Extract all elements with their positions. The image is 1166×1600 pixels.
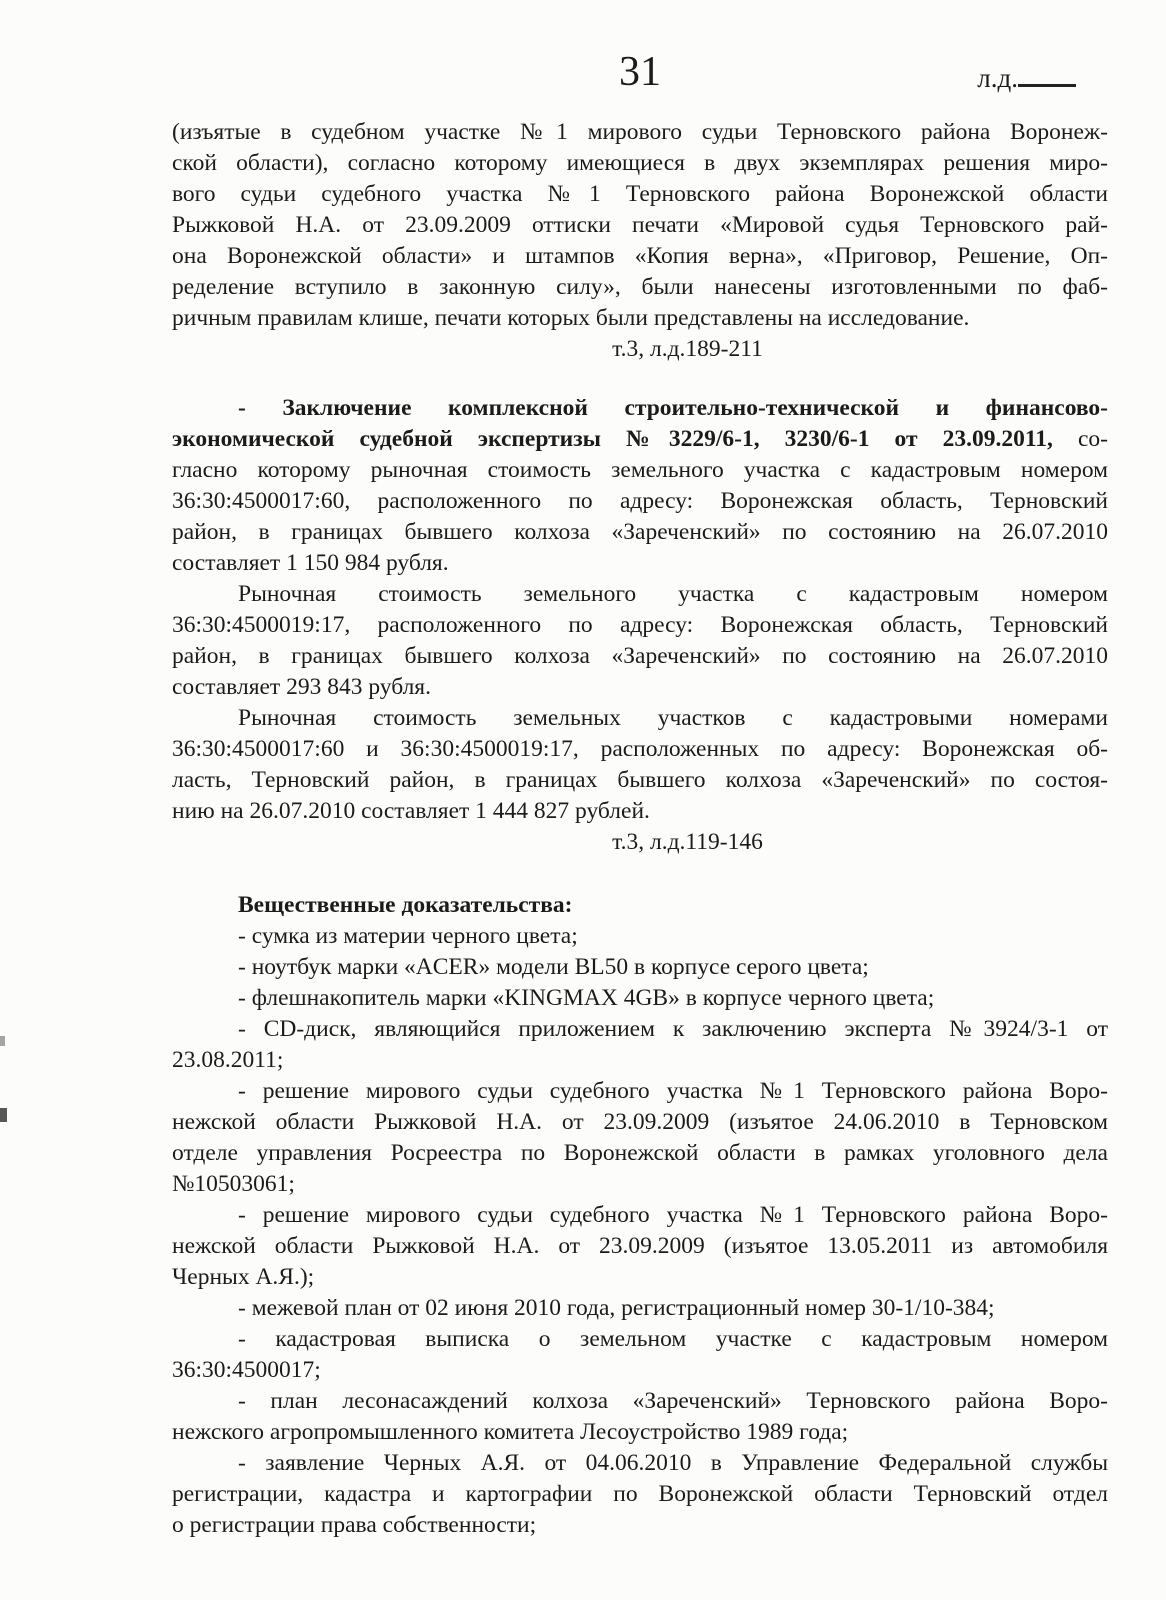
text-line: район, в границах бывшего колхоза «Зареченский» по состоянию на 26.07.2010 xyxy=(172,519,1108,545)
text-line: ричным правилам клише, печати которых были представлены на исследование. xyxy=(172,305,970,331)
bold-text: - Заключение комплексной строительно-технической и финансово- xyxy=(238,395,1108,421)
para-expert-conclusion xyxy=(172,393,1108,579)
text-line: - заявление Черных А.Я. от 04.06.2010 в Управление Федеральной службы xyxy=(238,1450,1108,1476)
text-line: Рыжковой Н.А. от 23.09.2009 оттиски печати «Мировой судья Терновского рай- xyxy=(172,212,1108,238)
text-line xyxy=(172,424,1108,455)
evidence-item-decision-2 xyxy=(172,1200,1108,1293)
text-line: ласть, Терновский район, в границах бывшего колхоза «Зареченский» по состоя- xyxy=(172,767,1108,793)
evidence-item-cd xyxy=(172,1014,1108,1076)
text-line: - CD-диск, являющийся приложением к заключению эксперта №3924/3-1 от xyxy=(238,1016,1108,1042)
folio-label: л.д. xyxy=(977,63,1018,93)
text-line: нежского агропромышленного комитета Лесоустройство 1989 года; xyxy=(172,1419,849,1445)
para-print-examination xyxy=(172,117,1108,334)
text-line: Черных А.Я.); xyxy=(172,1264,315,1290)
text: со- xyxy=(1052,426,1108,452)
text-line: гласно которому рыночная стоимость земельного участка с кадастровым номером xyxy=(172,457,1108,483)
text-line: регистрации, кадастра и картографии по Воронежской области Терновский отдел xyxy=(172,1481,1108,1507)
evidence-item-application xyxy=(172,1448,1108,1541)
folio-field xyxy=(977,60,1076,93)
text-line: - решение мирового судьи судебного участка №1 Терновского района Воро- xyxy=(238,1202,1108,1228)
text-line: нию на 26.07.2010 составляет 1 444 827 рублей. xyxy=(172,798,650,824)
text-line: вого судьи судебного участка №1 Терновского района Воронежской области xyxy=(172,181,1108,207)
text-line: 36:30:4500017; xyxy=(172,1357,321,1383)
evidence-item-forest-plan xyxy=(172,1386,1108,1448)
text-line: - кадастровая выписка о земельном участке с кадастровым номером xyxy=(238,1326,1108,1352)
evidence-item-boundary-plan xyxy=(172,1293,1108,1324)
text-line: 23.08.2011; xyxy=(172,1047,284,1073)
evidence-item-bag xyxy=(172,921,1108,952)
document-body xyxy=(172,117,1108,1541)
text-line: 36:30:4500017:60 и 36:30:4500019:17, расположенных по адресу: Воронежская об- xyxy=(172,736,1108,762)
volume-folio-reference: т.3, л.д.119-146 xyxy=(612,829,763,855)
para-market-value-2 xyxy=(172,703,1108,827)
text-line: Рыночная стоимость земельных участков с кадастровыми номерами xyxy=(238,705,1108,731)
page-number: 31 xyxy=(619,49,661,95)
text-line: - межевой план от 02 июня 2010 года, регистрационный номер 30-1/10-384; xyxy=(238,1295,995,1321)
blank-space xyxy=(172,858,1108,890)
evidence-item-cadastral-extract xyxy=(172,1324,1108,1386)
blank-space xyxy=(172,365,1108,393)
text-line: 36:30:4500019:17, расположенного по адресу: Воронежская область, Терновский xyxy=(172,612,1108,638)
bold-text: Вещественные доказательства: xyxy=(238,892,573,918)
text-line: - ноутбук марки «ACER» модели BL50 в корпусе серого цвета; xyxy=(238,954,869,980)
folio-blank-line xyxy=(1018,60,1076,87)
text-line: нежской области Рыжковой Н.А. от 23.09.2009 (изъятое 24.06.2010 в Терновском xyxy=(172,1109,1108,1135)
text-line xyxy=(172,393,1108,424)
text-line: 36:30:4500017:60, расположенного по адресу: Воронежская область, Терновский xyxy=(172,488,1108,514)
text-line: - сумка из материи черного цвета; xyxy=(238,923,578,949)
text-line: Рыночная стоимость земельного участка с кадастровым номером xyxy=(238,581,1108,607)
text-line: ской области), согласно которому имеющиеся в двух экземплярах решения миро- xyxy=(172,150,1108,176)
text-line: о регистрации права собственности; xyxy=(172,1512,537,1538)
text-line: №10503061; xyxy=(172,1171,295,1197)
evidence-item-decision-1 xyxy=(172,1076,1108,1200)
text-line: (изъятые в судебном участке №1 мирового судьи Терновского района Воронеж- xyxy=(172,119,1108,145)
text-line: - план лесонасаждений колхоза «Зареченский» Терновского района Воро- xyxy=(238,1388,1108,1414)
text-line: составляет 293 843 рубля. xyxy=(172,674,431,700)
text-line: ределение вступило в законную силу», были нанесены изготовленными по фаб- xyxy=(172,274,1108,300)
text-line: - решение мирового судьи судебного участка №1 Терновского района Воро- xyxy=(238,1078,1108,1104)
page-header xyxy=(172,50,1108,96)
text-line xyxy=(172,890,1108,921)
text-line: она Воронежской области» и штампов «Копия верна», «Приговор, Решение, Оп- xyxy=(172,243,1108,269)
scan-artifact xyxy=(0,1108,7,1122)
text-line: нежской области Рыжковой Н.А. от 23.09.2009 (изъятое 13.05.2011 из автомобиля xyxy=(172,1233,1108,1259)
text-line: составляет 1 150 984 рубля. xyxy=(172,550,449,576)
volume-folio-reference: т.3, л.д.189-211 xyxy=(612,336,763,362)
text-line: район, в границах бывшего колхоза «Зареченский» по состоянию на 26.07.2010 xyxy=(172,643,1108,669)
text-line: отделе управления Росреестра по Воронежской области в рамках уголовного дела xyxy=(172,1140,1108,1166)
evidence-item-laptop xyxy=(172,952,1108,983)
para-market-value-1 xyxy=(172,579,1108,703)
scan-artifact xyxy=(0,1036,5,1046)
heading-material-evidence xyxy=(172,890,1108,921)
evidence-item-flash-drive xyxy=(172,983,1108,1014)
bold-text: экономической судебной экспертизы №3229/6-1, 3230/6-1 от 23.09.2011, xyxy=(172,426,1053,452)
text-line: - флешнакопитель марки «KINGMAX 4GB» в корпусе черного цвета; xyxy=(238,985,935,1011)
